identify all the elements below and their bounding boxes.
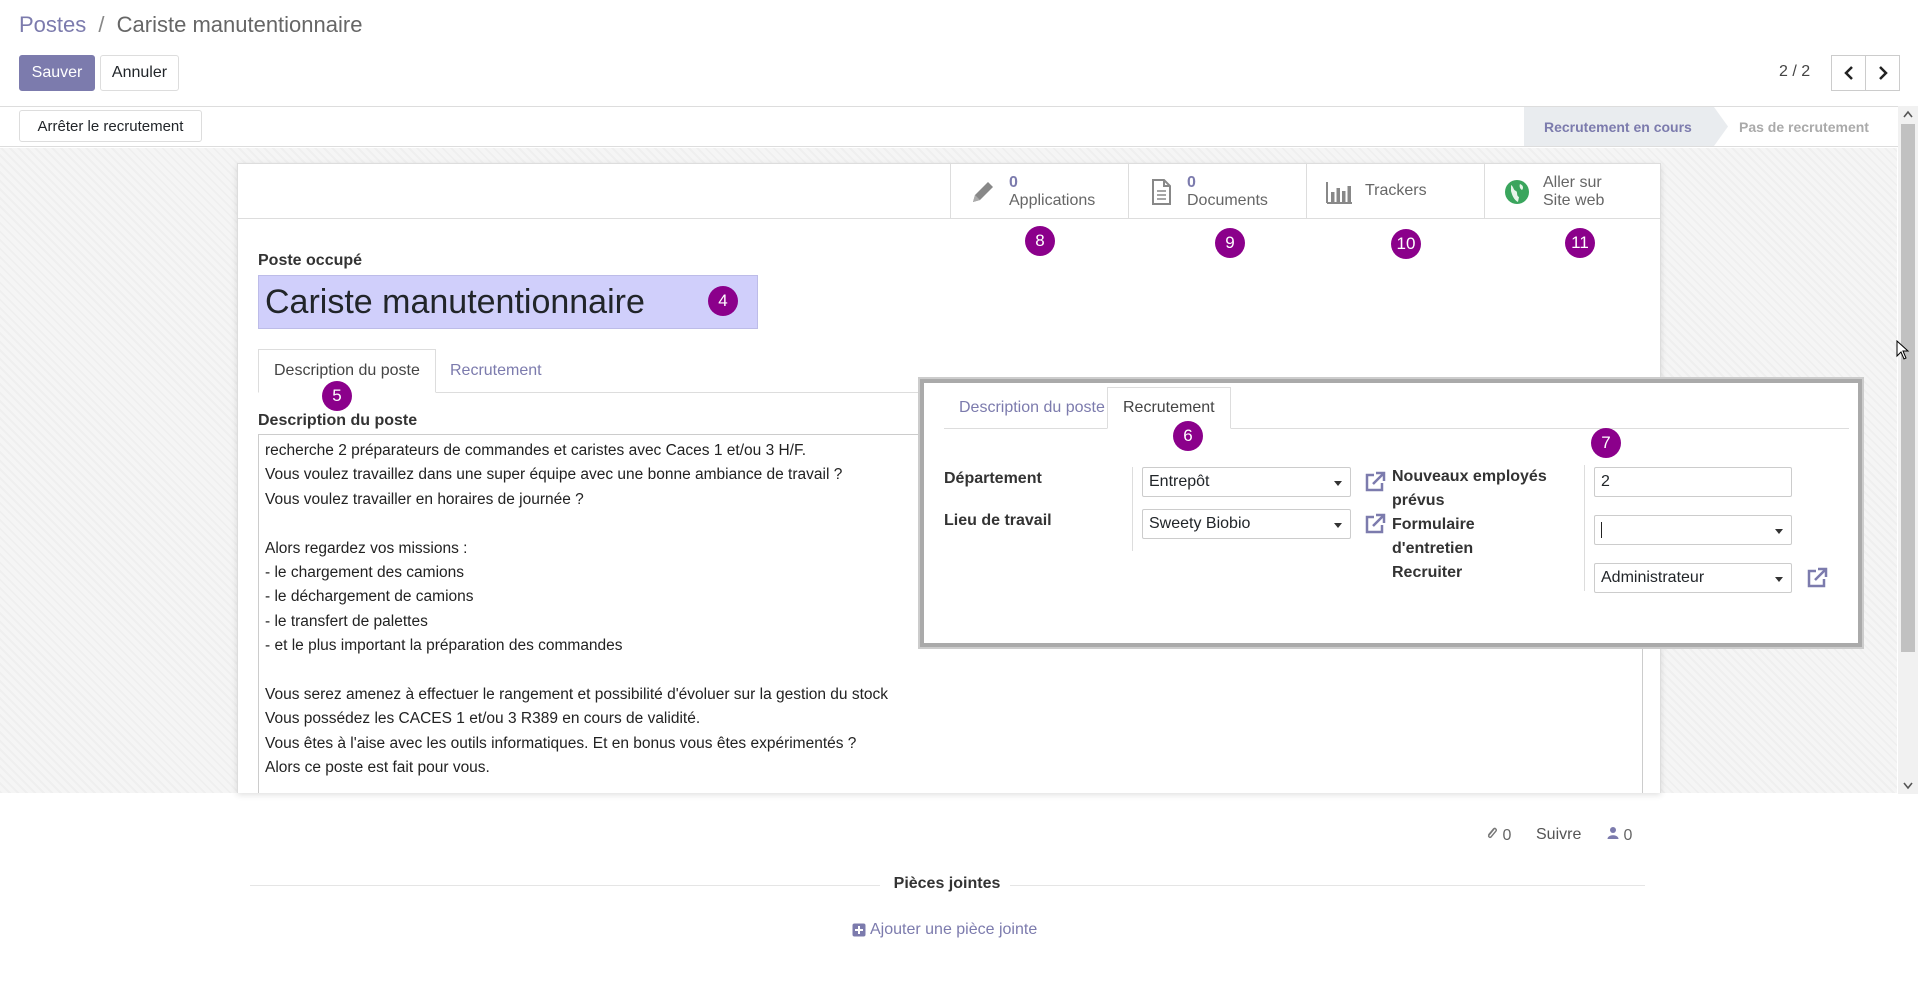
description-line: Vous serez amenez à effectuer le rangement et possibilité d'évoluer sur la gestion du stock	[265, 685, 889, 703]
tab-recruitment[interactable]: Recrutement	[450, 362, 542, 379]
description-line: Vous voulez travaillez dans une super équipe avec une bonne ambiance de travail ?	[265, 466, 843, 484]
interview-form-select[interactable]	[1594, 515, 1792, 545]
bar-chart-icon	[1325, 178, 1353, 206]
annotation-badge: 8	[1025, 226, 1055, 256]
pencil-icon	[969, 178, 997, 206]
breadcrumb	[19, 12, 362, 38]
text-cursor	[1601, 522, 1602, 538]
go-to-website-smart-button[interactable]	[1484, 164, 1660, 219]
external-link-icon[interactable]	[1362, 469, 1388, 495]
recruiter-value: Administrateur	[1601, 569, 1705, 586]
dropdown-caret-icon	[1334, 523, 1342, 528]
job-name-label: Poste occupé	[258, 252, 363, 269]
form-statusbar	[0, 106, 1918, 147]
trackers-smart-button[interactable]	[1306, 164, 1484, 219]
description-line	[265, 659, 1636, 683]
department-label: Département	[944, 470, 1042, 487]
breadcrumb-separator: /	[98, 12, 105, 37]
recruiter-select[interactable]	[1594, 563, 1792, 593]
description-line: Vous êtes à l'aise avec les outils informatiques. Et en bonus vous êtes expérimentés ?	[265, 734, 857, 752]
annotation-badge: 4	[708, 286, 738, 316]
popup-tab-job-description[interactable]: Description du poste	[959, 399, 1105, 416]
breadcrumb-current: Cariste manutentionnaire	[116, 12, 363, 37]
stage-no-recruitment[interactable]: Pas de recrutement	[1739, 118, 1869, 135]
follow-button[interactable]: Suivre	[1536, 826, 1582, 843]
description-line: Alors ce poste est fait pour vous.	[265, 759, 490, 777]
document-icon	[1147, 178, 1175, 206]
attachments-counter-button[interactable]	[1486, 826, 1511, 845]
smart-buttons	[238, 164, 1660, 219]
description-line: - le déchargement de camions	[265, 588, 474, 606]
chevron-left-icon	[1843, 66, 1855, 80]
expected-new-employees-label: Nouveaux employés prévus	[1392, 468, 1547, 509]
documents-count: 0	[1187, 174, 1196, 191]
description-label: Description du poste	[258, 412, 418, 429]
add-attachment-label: Ajouter une pièce jointe	[870, 921, 1038, 938]
cancel-button[interactable]: Annuler	[100, 55, 179, 91]
dropdown-caret-icon	[1775, 577, 1783, 582]
scroll-down-arrow-icon[interactable]	[1903, 782, 1913, 790]
add-attachment-button[interactable]	[852, 921, 1037, 939]
followers-count: 0	[1623, 827, 1633, 844]
stage-arrow	[1714, 107, 1728, 146]
globe-icon	[1503, 178, 1531, 206]
tab-job-description[interactable]: Description du poste	[258, 349, 436, 393]
user-icon	[1607, 826, 1619, 840]
popup-tab-recruitment[interactable]: Recrutement	[1107, 387, 1231, 429]
description-line: - le transfert de palettes	[265, 612, 428, 630]
annotation-badge: 11	[1565, 228, 1595, 258]
job-name-value: Cariste manutentionnaire	[265, 282, 645, 321]
work-location-label: Lieu de travail	[944, 512, 1052, 529]
pager-previous-button[interactable]	[1831, 55, 1866, 91]
documents-smart-button[interactable]	[1128, 164, 1306, 219]
expected-new-employees-input[interactable]: 2	[1594, 467, 1792, 497]
chevron-right-icon	[1877, 66, 1889, 80]
external-link-icon[interactable]	[1804, 565, 1830, 591]
applications-smart-button[interactable]	[950, 164, 1128, 219]
popup-tabs	[944, 387, 1849, 429]
description-line: Alors regardez vos missions :	[265, 539, 468, 557]
work-location-select[interactable]	[1142, 509, 1351, 539]
description-line: recherche 2 préparateurs de commandes et caristes avec Caces 1 et/ou 3 H/F.	[265, 442, 807, 459]
interview-form-label: Formulaire d'entretien	[1392, 516, 1475, 557]
plus-square-icon	[852, 923, 866, 937]
description-line: Vous possédez les CACES 1 et/ou 3 R389 en cours de validité.	[265, 710, 701, 728]
recruitment-tab-zoom-overlay	[920, 379, 1862, 647]
description-line: Vous voulez travailler en horaires de journée ?	[265, 490, 584, 508]
pager-value[interactable]: 2 / 2	[1779, 63, 1811, 80]
applications-label: Applications	[1009, 192, 1096, 209]
recruiter-label: Recruiter	[1392, 564, 1463, 581]
annotation-badge: 5	[322, 381, 352, 411]
department-select[interactable]	[1142, 467, 1351, 497]
work-location-value: Sweety Biobio	[1149, 515, 1251, 532]
paperclip-icon	[1486, 826, 1498, 840]
annotation-badge: 10	[1391, 229, 1421, 259]
documents-label: Documents	[1187, 192, 1268, 209]
description-line: - le chargement des camions	[265, 563, 465, 581]
stop-recruitment-button[interactable]: Arrêter le recrutement	[19, 110, 202, 142]
trackers-label: Trackers	[1365, 182, 1427, 199]
job-name-input[interactable]	[258, 275, 758, 329]
description-line: - et le plus important la préparation des commandes	[265, 637, 623, 655]
attachments-title: Pièces jointes	[893, 875, 1001, 892]
website-label-line1: Aller sur	[1543, 174, 1602, 191]
save-button[interactable]: Sauver	[19, 55, 95, 91]
scroll-up-arrow-icon[interactable]	[1903, 110, 1913, 118]
website-label-line2: Site web	[1543, 192, 1605, 209]
department-value: Entrepôt	[1149, 473, 1210, 490]
applications-count: 0	[1009, 174, 1018, 191]
scrollbar-thumb[interactable]	[1901, 124, 1915, 652]
followers-button[interactable]	[1607, 826, 1632, 845]
annotation-badge: 9	[1215, 228, 1245, 258]
dropdown-caret-icon	[1334, 481, 1342, 486]
mouse-cursor-icon	[1896, 340, 1910, 360]
annotation-badge: 6	[1173, 421, 1203, 451]
dropdown-caret-icon	[1775, 529, 1783, 534]
breadcrumb-link-postes[interactable]: Postes	[19, 12, 87, 37]
scrollbar[interactable]	[1898, 106, 1918, 794]
pager-next-button[interactable]	[1865, 55, 1900, 91]
external-link-icon[interactable]	[1362, 511, 1388, 537]
attachments-count: 0	[1502, 827, 1512, 844]
annotation-badge: 7	[1591, 428, 1621, 458]
stage-recruitment-ongoing[interactable]: Recrutement en cours	[1524, 107, 1714, 146]
